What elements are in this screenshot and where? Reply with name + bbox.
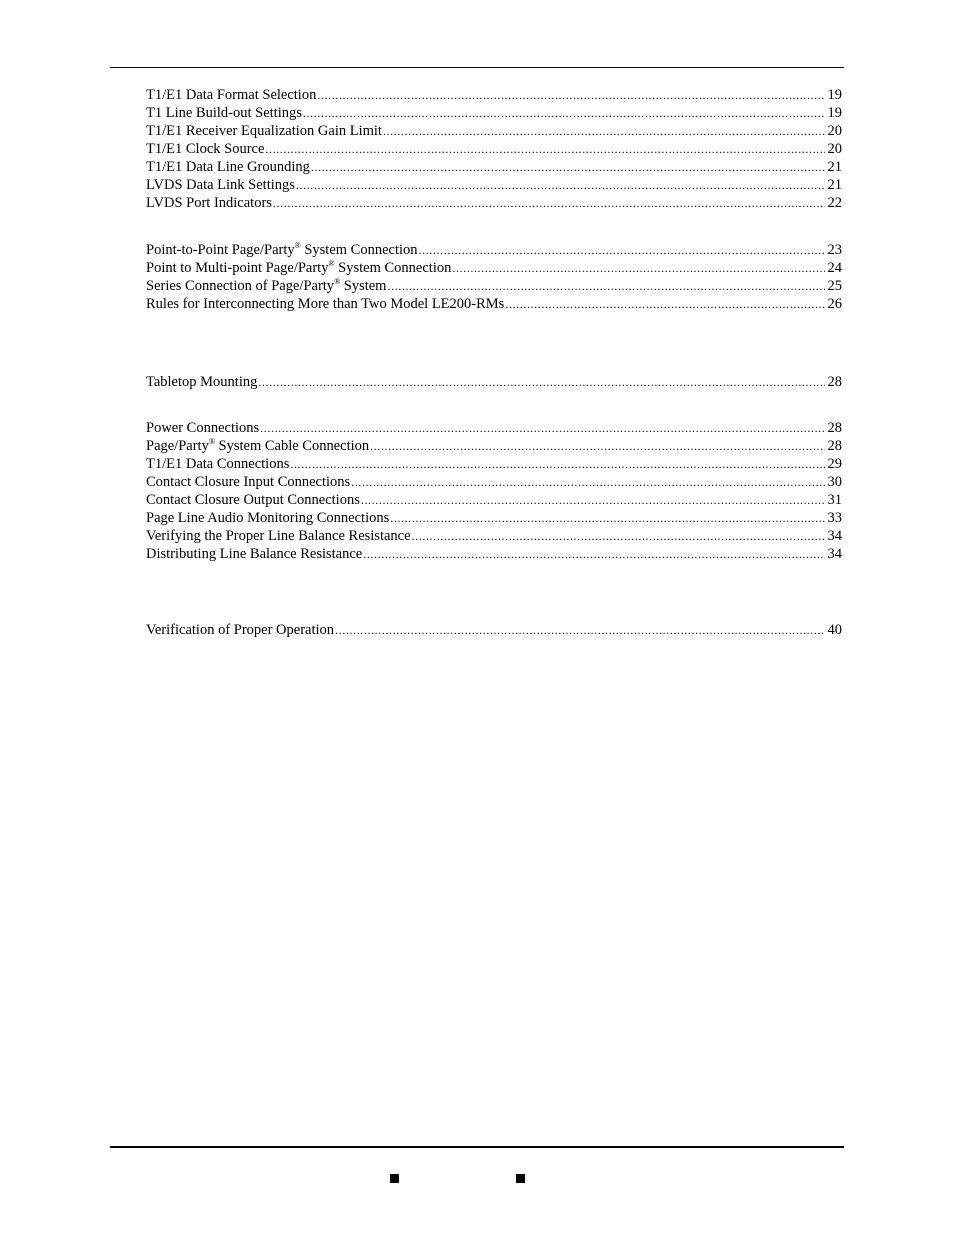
toc-entry-title: Verifying the Proper Line Balance Resistance xyxy=(146,528,411,544)
dot-leader xyxy=(265,140,825,158)
toc-group-3 xyxy=(146,373,842,391)
toc-entry[interactable] xyxy=(146,259,842,277)
toc-entry[interactable] xyxy=(146,491,842,509)
dot-leader xyxy=(387,277,825,295)
toc-entry[interactable] xyxy=(146,621,842,639)
dot-leader xyxy=(303,104,825,122)
toc-entry-page: 31 xyxy=(827,492,842,508)
dot-leader xyxy=(505,295,825,313)
toc-entry-page: 24 xyxy=(827,260,842,276)
dot-leader xyxy=(290,455,825,473)
toc-entry-title: Point-to-Point Page/Party® System Connection xyxy=(146,241,418,258)
registered-mark: ® xyxy=(328,259,335,268)
dot-leader xyxy=(258,373,825,391)
toc-entry-page: 26 xyxy=(827,296,842,312)
registered-mark: ® xyxy=(208,437,215,446)
dot-leader xyxy=(296,176,825,194)
toc-entry-title: T1/E1 Data Line Grounding xyxy=(146,159,310,175)
dot-leader xyxy=(452,259,825,277)
toc-entry[interactable] xyxy=(146,373,842,391)
toc-entry-title: T1 Line Build-out Settings xyxy=(146,105,302,121)
toc-entry[interactable] xyxy=(146,419,842,437)
toc-entry[interactable] xyxy=(146,509,842,527)
toc-entry[interactable] xyxy=(146,295,842,313)
dot-leader xyxy=(363,545,825,563)
dot-leader xyxy=(383,122,825,140)
toc-entry-page: 21 xyxy=(827,159,842,175)
toc-entry-title: Contact Closure Input Connections xyxy=(146,474,351,490)
dot-leader xyxy=(370,437,825,455)
toc-entry-page: 20 xyxy=(827,123,842,139)
toc-entry-title: Page Line Audio Monitoring Connections xyxy=(146,510,390,526)
toc-entry[interactable] xyxy=(146,437,842,455)
toc-entry-title: Verification of Proper Operation xyxy=(146,622,335,638)
toc-entry-title: LVDS Port Indicators xyxy=(146,195,272,211)
toc-entry-title: LVDS Data Link Settings xyxy=(146,177,295,193)
dot-leader xyxy=(351,473,825,491)
toc-entry-page: 28 xyxy=(827,438,842,454)
toc-entry-page: 34 xyxy=(827,528,842,544)
toc-entry-title: Rules for Interconnecting More than Two Model LE200-RMs xyxy=(146,296,505,312)
toc-entry-title: Distributing Line Balance Resistance xyxy=(146,546,363,562)
toc-entry-page: 20 xyxy=(827,141,842,157)
toc-group-1 xyxy=(146,86,842,212)
toc-entry[interactable] xyxy=(146,86,842,104)
toc-entry-page: 40 xyxy=(827,622,842,638)
toc-group-2 xyxy=(146,241,842,313)
dot-leader xyxy=(311,158,825,176)
dot-leader xyxy=(412,527,825,545)
dot-leader xyxy=(419,241,825,259)
toc-entry-page: 25 xyxy=(827,278,842,294)
dot-leader xyxy=(260,419,825,437)
toc-entry-page: 19 xyxy=(827,105,842,121)
dot-leader xyxy=(390,509,825,527)
toc-entry-page: 28 xyxy=(827,374,842,390)
toc-entry-page: 33 xyxy=(827,510,842,526)
square-bullet-icon xyxy=(390,1174,399,1183)
toc-entry-title: Series Connection of Page/Party® System xyxy=(146,277,387,294)
toc-entry-title: Tabletop Mounting xyxy=(146,374,258,390)
toc-entry[interactable] xyxy=(146,473,842,491)
square-bullet-icon xyxy=(516,1174,525,1183)
toc-group-4 xyxy=(146,419,842,563)
toc-entry[interactable] xyxy=(146,277,842,295)
footer-rule xyxy=(110,1146,844,1148)
toc-entry[interactable] xyxy=(146,194,842,212)
toc-entry[interactable] xyxy=(146,104,842,122)
toc-entry-title: Page/Party® System Cable Connection xyxy=(146,437,370,454)
toc-entry-page: 19 xyxy=(827,87,842,103)
dot-leader xyxy=(273,194,825,212)
toc-entry-title: T1/E1 Data Connections xyxy=(146,456,290,472)
toc-entry-title: Power Connections xyxy=(146,420,260,436)
dot-leader xyxy=(317,86,825,104)
toc-entry-title: Contact Closure Output Connections xyxy=(146,492,360,508)
toc-entry[interactable] xyxy=(146,158,842,176)
toc-entry[interactable] xyxy=(146,545,842,563)
registered-mark: ® xyxy=(294,241,301,250)
toc-entry[interactable] xyxy=(146,241,842,259)
toc-entry[interactable] xyxy=(146,176,842,194)
dot-leader xyxy=(361,491,825,509)
toc-entry-page: 34 xyxy=(827,546,842,562)
toc-entry[interactable] xyxy=(146,527,842,545)
dot-leader xyxy=(335,621,825,639)
registered-mark: ® xyxy=(334,277,341,286)
header-rule xyxy=(110,67,844,68)
toc-entry-title: T1/E1 Data Format Selection xyxy=(146,87,317,103)
toc-entry-title: T1/E1 Clock Source xyxy=(146,141,265,157)
toc-entry-page: 29 xyxy=(827,456,842,472)
toc-entry-page: 30 xyxy=(827,474,842,490)
toc-entry-title: Point to Multi-point Page/Party® System Connection xyxy=(146,259,452,276)
toc-entry[interactable] xyxy=(146,455,842,473)
toc-entry-page: 22 xyxy=(827,195,842,211)
toc-entry[interactable] xyxy=(146,140,842,158)
toc-entry[interactable] xyxy=(146,122,842,140)
toc-group-5 xyxy=(146,621,842,639)
footer xyxy=(0,1174,954,1186)
toc-entry-page: 23 xyxy=(827,242,842,258)
toc-entry-page: 28 xyxy=(827,420,842,436)
toc-entry-title: T1/E1 Receiver Equalization Gain Limit xyxy=(146,123,382,139)
toc-entry-page: 21 xyxy=(827,177,842,193)
